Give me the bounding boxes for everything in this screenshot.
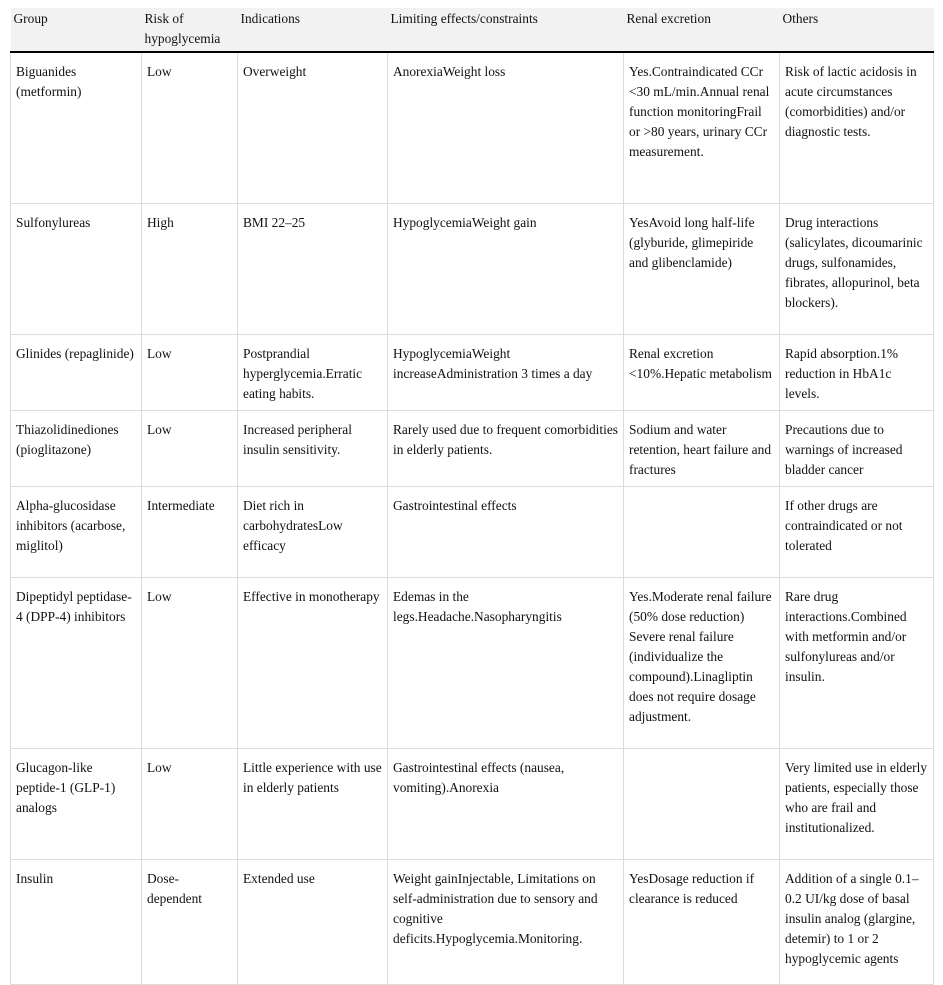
table-row <box>11 334 934 410</box>
table-row <box>11 52 934 203</box>
header-group: Group <box>11 8 142 52</box>
cell-indications: Little experience with use in elderly patients <box>238 748 388 859</box>
header-renal-excretion: Renal excretion <box>624 8 780 52</box>
cell-renal-excretion: Sodium and water retention, heart failure and fractures <box>624 410 780 486</box>
cell-group: Thiazolidinediones (pioglitazone) <box>11 410 142 486</box>
header-indications: Indications <box>238 8 388 52</box>
drug-comparison-table <box>10 8 934 985</box>
cell-group: Dipeptidyl peptidase-4 (DPP-4) inhibitors <box>11 577 142 748</box>
header-risk-of-hypoglycemia: Risk of hypoglycemia <box>142 8 238 52</box>
table-row <box>11 203 934 334</box>
table-row <box>11 577 934 748</box>
cell-risk: Low <box>142 410 238 486</box>
cell-group: Insulin <box>11 859 142 984</box>
table-header-row <box>11 8 934 52</box>
cell-risk: Low <box>142 577 238 748</box>
cell-limiting-effects: HypoglycemiaWeight gain <box>388 203 624 334</box>
cell-risk: Dose-dependent <box>142 859 238 984</box>
cell-limiting-effects: Edemas in the legs.Headache.Nasopharyngitis <box>388 577 624 748</box>
header-others: Others <box>780 8 934 52</box>
cell-renal-excretion: Yes.Moderate renal failure (50% dose reduction) Severe renal failure (individualize the compound).Linagliptin does not require dosage adjustment. <box>624 577 780 748</box>
cell-risk: Low <box>142 334 238 410</box>
cell-others: Risk of lactic acidosis in acute circumstances (comorbidities) and/or diagnostic tests. <box>780 52 934 203</box>
table-row <box>11 859 934 984</box>
cell-renal-excretion: YesAvoid long half-life (glyburide, glimepiride and glibenclamide) <box>624 203 780 334</box>
cell-risk: Intermediate <box>142 486 238 577</box>
cell-limiting-effects: Weight gainInjectable, Limitations on self-administration due to sensory and cognitive deficits.Hypoglycemia.Monitoring. <box>388 859 624 984</box>
cell-group: Biguanides (metformin) <box>11 52 142 203</box>
table-row <box>11 748 934 859</box>
cell-others: Addition of a single 0.1–0.2 UI/kg dose of basal insulin analog (glargine, detemir) to 1 or 2 hypoglycemic agents <box>780 859 934 984</box>
cell-indications: Extended use <box>238 859 388 984</box>
cell-group: Glucagon-like peptide-1 (GLP-1) analogs <box>11 748 142 859</box>
cell-indications: Diet rich in carbohydratesLow efficacy <box>238 486 388 577</box>
cell-indications: Overweight <box>238 52 388 203</box>
cell-others: Rare drug interactions.Combined with metformin and/or sulfonylureas and/or insulin. <box>780 577 934 748</box>
cell-risk: Low <box>142 52 238 203</box>
cell-risk: Low <box>142 748 238 859</box>
cell-others: Rapid absorption.1% reduction in HbA1c levels. <box>780 334 934 410</box>
cell-limiting-effects: HypoglycemiaWeight increaseAdministration 3 times a day <box>388 334 624 410</box>
cell-others: Drug interactions (salicylates, dicoumarinic drugs, sulfonamides, fibrates, allopurinol, beta blockers). <box>780 203 934 334</box>
table-row <box>11 410 934 486</box>
cell-limiting-effects: AnorexiaWeight loss <box>388 52 624 203</box>
header-limiting-effects: Limiting effects/constraints <box>388 8 624 52</box>
cell-risk: High <box>142 203 238 334</box>
cell-others: Precautions due to warnings of increased bladder cancer <box>780 410 934 486</box>
cell-indications: Effective in monotherapy <box>238 577 388 748</box>
cell-limiting-effects: Rarely used due to frequent comorbidities in elderly patients. <box>388 410 624 486</box>
cell-group: Sulfonylureas <box>11 203 142 334</box>
cell-renal-excretion: Renal excretion <10%.Hepatic metabolism <box>624 334 780 410</box>
cell-group: Glinides (repaglinide) <box>11 334 142 410</box>
cell-renal-excretion: YesDosage reduction if clearance is reduced <box>624 859 780 984</box>
cell-indications: BMI 22–25 <box>238 203 388 334</box>
cell-group: Alpha-glucosidase inhibitors (acarbose, miglitol) <box>11 486 142 577</box>
cell-others: Very limited use in elderly patients, especially those who are frail and institutionalized. <box>780 748 934 859</box>
cell-indications: Increased peripheral insulin sensitivity. <box>238 410 388 486</box>
cell-indications: Postprandial hyperglycemia.Erratic eating habits. <box>238 334 388 410</box>
table-row <box>11 486 934 577</box>
cell-renal-excretion: Yes.Contraindicated CCr <30 mL/min.Annual renal function monitoringFrail or >80 years, urinary CCr measurement. <box>624 52 780 203</box>
cell-renal-excretion <box>624 748 780 859</box>
cell-renal-excretion <box>624 486 780 577</box>
cell-limiting-effects: Gastrointestinal effects <box>388 486 624 577</box>
cell-others: If other drugs are contraindicated or not tolerated <box>780 486 934 577</box>
cell-limiting-effects: Gastrointestinal effects (nausea, vomiting).Anorexia <box>388 748 624 859</box>
